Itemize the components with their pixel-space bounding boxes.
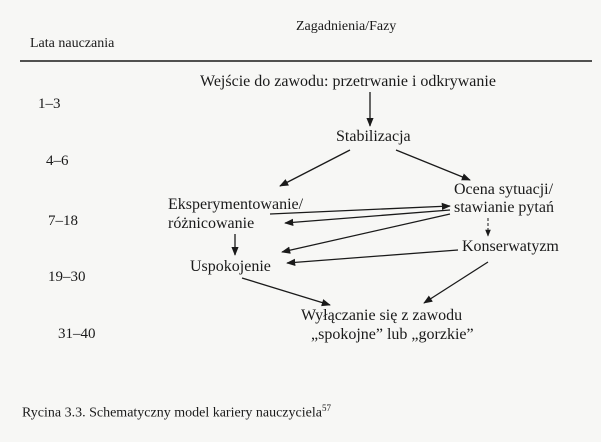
year-range-1: 1–3 xyxy=(38,96,61,112)
arrow-stabilization-to-assessment xyxy=(396,150,470,180)
arrow-experimentation-to-assessment xyxy=(270,206,450,214)
node-experimentation-line2: różnicowanie xyxy=(168,215,255,232)
node-career-entry: Wejście do zawodu: przetrwanie i odkrywanie xyxy=(200,73,496,90)
node-assessment-line2: stawianie pytań xyxy=(454,199,554,216)
arrow-calm-to-withdrawal xyxy=(242,278,330,305)
node-withdrawal-line2: „spokojne” lub „gorzkie” xyxy=(311,326,474,343)
node-calm: Uspokojenie xyxy=(190,258,271,275)
year-range-4: 19–30 xyxy=(48,269,86,285)
node-stabilization: Stabilizacja xyxy=(336,128,411,145)
node-conservatism: Konserwatyzm xyxy=(462,238,559,255)
arrow-stabilization-to-experimentation xyxy=(280,150,350,186)
year-range-5: 31–40 xyxy=(58,326,96,342)
arrow-assessment-to-calm xyxy=(282,214,450,252)
arrow-conservatism-to-calm xyxy=(287,250,458,263)
caption-text: Rycina 3.3. Schematyczny model kariery nauczyciela xyxy=(22,405,322,421)
node-withdrawal-line1: Wyłączanie się z zawodu xyxy=(301,307,463,324)
caption-footnote-marker: 57 xyxy=(321,403,331,413)
year-range-3: 7–18 xyxy=(48,213,78,229)
years-column-header: Lata nauczania xyxy=(30,36,115,51)
topics-column-header: Zagadnienia/Fazy xyxy=(296,19,397,34)
node-experimentation-line1: Eksperymentowanie/ xyxy=(168,196,304,213)
year-range-2: 4–6 xyxy=(46,153,69,169)
arrow-conservatism-to-withdrawal xyxy=(424,262,488,303)
node-assessment-line1: Ocena sytuacji/ xyxy=(454,181,554,198)
